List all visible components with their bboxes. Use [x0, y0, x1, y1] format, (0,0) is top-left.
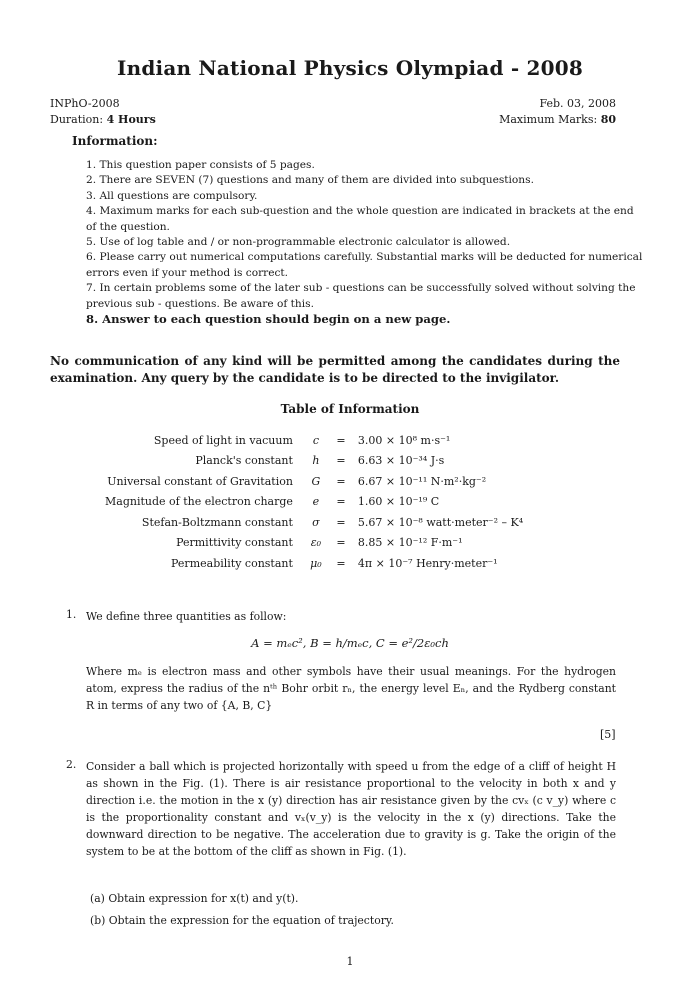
table-row: Permittivity constant ε₀ = 8.85 × 10⁻¹² F·m⁻¹: [176, 536, 463, 550]
info-item: 2. There are SEVEN (7) questions and many of them are divided into subquestions.: [86, 174, 534, 187]
info-item: 5. Use of log table and / or non-programmable electronic calculator is allowed.: [86, 236, 511, 249]
info-item: 3. All questions are compulsory.: [86, 189, 258, 202]
question-1-intro: We define three quantities as follow:: [86, 610, 287, 623]
page-number: 1: [346, 955, 354, 968]
question-1-body: Where mₑ is electron mass and other symbols have their usual meanings. For the hydrogen atom, express the radius of the nᵗʰ Bohr orbit rₙ, the energy level Eₙ, and the Rydberg constant R in terms of any two of {A, B, C}: [86, 665, 616, 712]
max-marks-value: 80: [600, 113, 616, 126]
info-item: 6. Please carry out numerical computations carefully. Substantial marks will be deducted for numerical errors even if your method is correct.: [86, 251, 643, 279]
question-2b: (b) Obtain the expression for the equation of trajectory.: [90, 914, 394, 927]
info-item: 7. In certain problems some of the later sub - questions can be successfully solved without solving the previous sub - questions. Be aware of this.: [86, 282, 636, 310]
duration-value: 4 Hours: [106, 113, 156, 126]
question-2a: (a) Obtain expression for x(t) and y(t).: [90, 892, 299, 905]
table-row: Universal constant of Gravitation G = 6.67 × 10⁻¹¹ N·m²·kg⁻²: [107, 474, 487, 488]
table-row: Speed of light in vacuum c = 3.00 × 10⁸ m·s⁻¹: [153, 433, 451, 447]
question-1-marks: [5]: [600, 728, 616, 741]
info-item: 8. Answer to each question should begin on a new page.: [86, 312, 451, 327]
question-2-number: 2.: [66, 758, 77, 771]
information-heading: Information:: [72, 134, 158, 148]
max-marks: [499, 112, 616, 127]
duration: [50, 112, 156, 127]
table-of-information-heading: Table of Information: [280, 402, 420, 416]
page-title: Indian National Physics Olympiad - 2008: [117, 56, 583, 80]
question-1-number: 1.: [66, 608, 77, 621]
table-row: Magnitude of the electron charge e = 1.60 × 10⁻¹⁹ C: [105, 495, 440, 509]
question-1-formula: A = mₑc², B = h/mₑc, C = e²/2ε₀ch: [251, 636, 449, 650]
question-2-body: Consider a ball which is projected horizontally with speed u from the edge of a cliff of height H as shown in the Fig. (1). There is air resistance proportional to the velocity in both x and y direction i.e. the motion in the x (y) direction has air resistance given by the cvₓ (c v_y) where c is the proportionality constant and vₓ(v_y) is the velocity in the x (y) directions. Take the downward direction to be negative. The acceleration due to gravity is g. Take the origin of the system to be at the bottom of the cliff as shown in Fig. (1).: [86, 760, 616, 858]
info-item: 4. Maximum marks for each sub-question and the whole question are indicated in brackets at the end of the question.: [86, 205, 634, 233]
constants-table: [100, 430, 528, 574]
exam-date: Feb. 03, 2008: [539, 97, 616, 110]
table-row: Stefan-Boltzmann constant σ = 5.67 × 10⁻⁸ watt·meter⁻² – K⁴: [141, 515, 524, 529]
info-item: 1. This question paper consists of 5 pages.: [86, 159, 315, 171]
exam-code: INPhO-2008: [50, 97, 120, 110]
exam-notice: No communication of any kind will be permitted among the candidates during the examination. Any query by the candidate is to be directed to the invigilator.: [50, 354, 620, 385]
table-row: Permeability constant μ₀ = 4π × 10⁻⁷ Henry·meter⁻¹: [171, 556, 498, 570]
max-marks-label: Maximum Marks:: [499, 113, 598, 126]
duration-label: Duration:: [50, 113, 104, 126]
table-row: Planck's constant h = 6.63 × 10⁻³⁴ J·s: [195, 454, 445, 468]
information-list: [66, 158, 644, 327]
